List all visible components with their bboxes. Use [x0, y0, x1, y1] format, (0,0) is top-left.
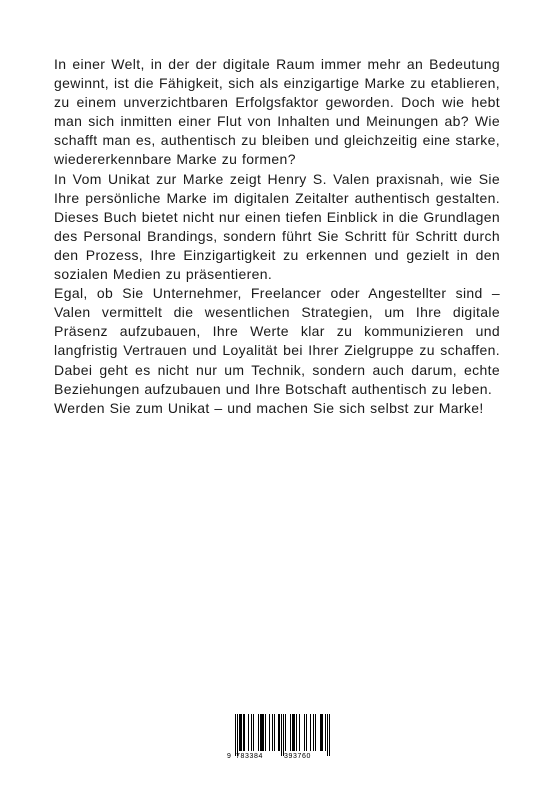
- barcode-bar: [261, 714, 262, 751]
- barcode-bar: [244, 714, 245, 751]
- barcode-bar: [315, 714, 316, 751]
- barcode-bar: [325, 714, 326, 751]
- barcode-first-digit: 9: [227, 753, 232, 760]
- barcode-bar: [237, 714, 238, 756]
- barcode-bar: [285, 714, 286, 751]
- barcode-bar: [327, 714, 328, 756]
- blurb-paragraph-1: In einer Welt, in der der digitale Raum immer mehr an Bedeutung gewinnt, ist die Fähigkeit, sich als einzigartige Marke zu etablieren, zu einem unverzichtbaren Erfolgsfaktor geworden. Doch wie hebt man sich inmitten einer Flut von Inhalten und Meinungen ab? Wie schafft man es, authentisch zu bleiben und gleichzeitig eine starke, wiedererkennbare Marke zu formen?: [54, 56, 500, 168]
- barcode-bar: [320, 714, 321, 751]
- barcode-right-digits: 393760: [284, 753, 311, 760]
- barcode-bar: [241, 714, 242, 751]
- barcode-bar: [293, 714, 294, 751]
- barcode-bar: [269, 714, 270, 751]
- barcode-bar: [239, 714, 240, 751]
- isbn-barcode: [227, 712, 333, 762]
- barcode-bar: [279, 714, 280, 751]
- barcode-bar: [262, 714, 263, 751]
- barcode-bar: [258, 714, 259, 751]
- barcode-bar: [294, 714, 295, 751]
- blurb-text: [54, 55, 500, 418]
- barcode-bar: [322, 714, 323, 751]
- blurb-paragraph-2: In Vom Unikat zur Marke zeigt Henry S. Valen praxisnah, wie Sie Ihre persönliche Marke im digitalen Zeitalter authentisch gestalten. Dieses Buch bietet nicht nur einen tiefen Einblick in die Grundlagen des Personal Brandings, sondern führt Sie Schritt für Schritt durch den Prozess, Ihre Einzigartigkeit zu erkennen und gezielt in den sozialen Medien zu präsentieren.: [54, 170, 500, 283]
- barcode-bar: [313, 714, 314, 751]
- barcode-bar: [235, 714, 236, 756]
- barcode-bar: [274, 714, 275, 751]
- barcode-bar: [278, 714, 279, 751]
- barcode-bar: [240, 714, 241, 751]
- blurb-paragraph-4: Werden Sie zum Unikat – und machen Sie sich selbst zur Marke!: [54, 399, 484, 416]
- blurb-paragraph-3: Egal, ob Sie Unternehmer, Freelancer oder Angestellter sind – Valen vermittelt die wesentlichen Strategien, um Ihre digitale Präsenz aufzubauen, Ihre Werte klar zu kommunizieren und langfristig Vertrauen und Loyalität bei Ihrer Zielgruppe zu schaffen. Dabei geht es nicht nur um Technik, sondern auch darum, echte Beziehungen aufzubauen und Ihre Botschaft authentisch zu leben.: [54, 285, 500, 397]
- barcode-bar: [281, 714, 282, 756]
- barcode-bar: [251, 714, 252, 751]
- barcode-bar: [329, 714, 330, 756]
- barcode-bar: [263, 714, 264, 751]
- barcode-bar: [310, 714, 311, 751]
- barcode-bar: [260, 714, 261, 751]
- barcode-bar: [265, 714, 266, 751]
- barcode-bar: [253, 714, 254, 751]
- barcode-bar: [290, 714, 291, 751]
- barcode-bar: [243, 714, 244, 751]
- barcode-bar: [321, 714, 322, 751]
- barcode-bar: [296, 714, 297, 751]
- barcode-bar: [292, 714, 293, 751]
- barcode-bar: [272, 714, 273, 751]
- barcode-bar: [248, 714, 249, 751]
- barcode-bar: [304, 714, 305, 751]
- barcode-bar: [306, 714, 307, 751]
- barcode-bar: [283, 714, 284, 756]
- barcode-bar: [299, 714, 300, 751]
- barcode-left-digits: 783384: [236, 753, 263, 760]
